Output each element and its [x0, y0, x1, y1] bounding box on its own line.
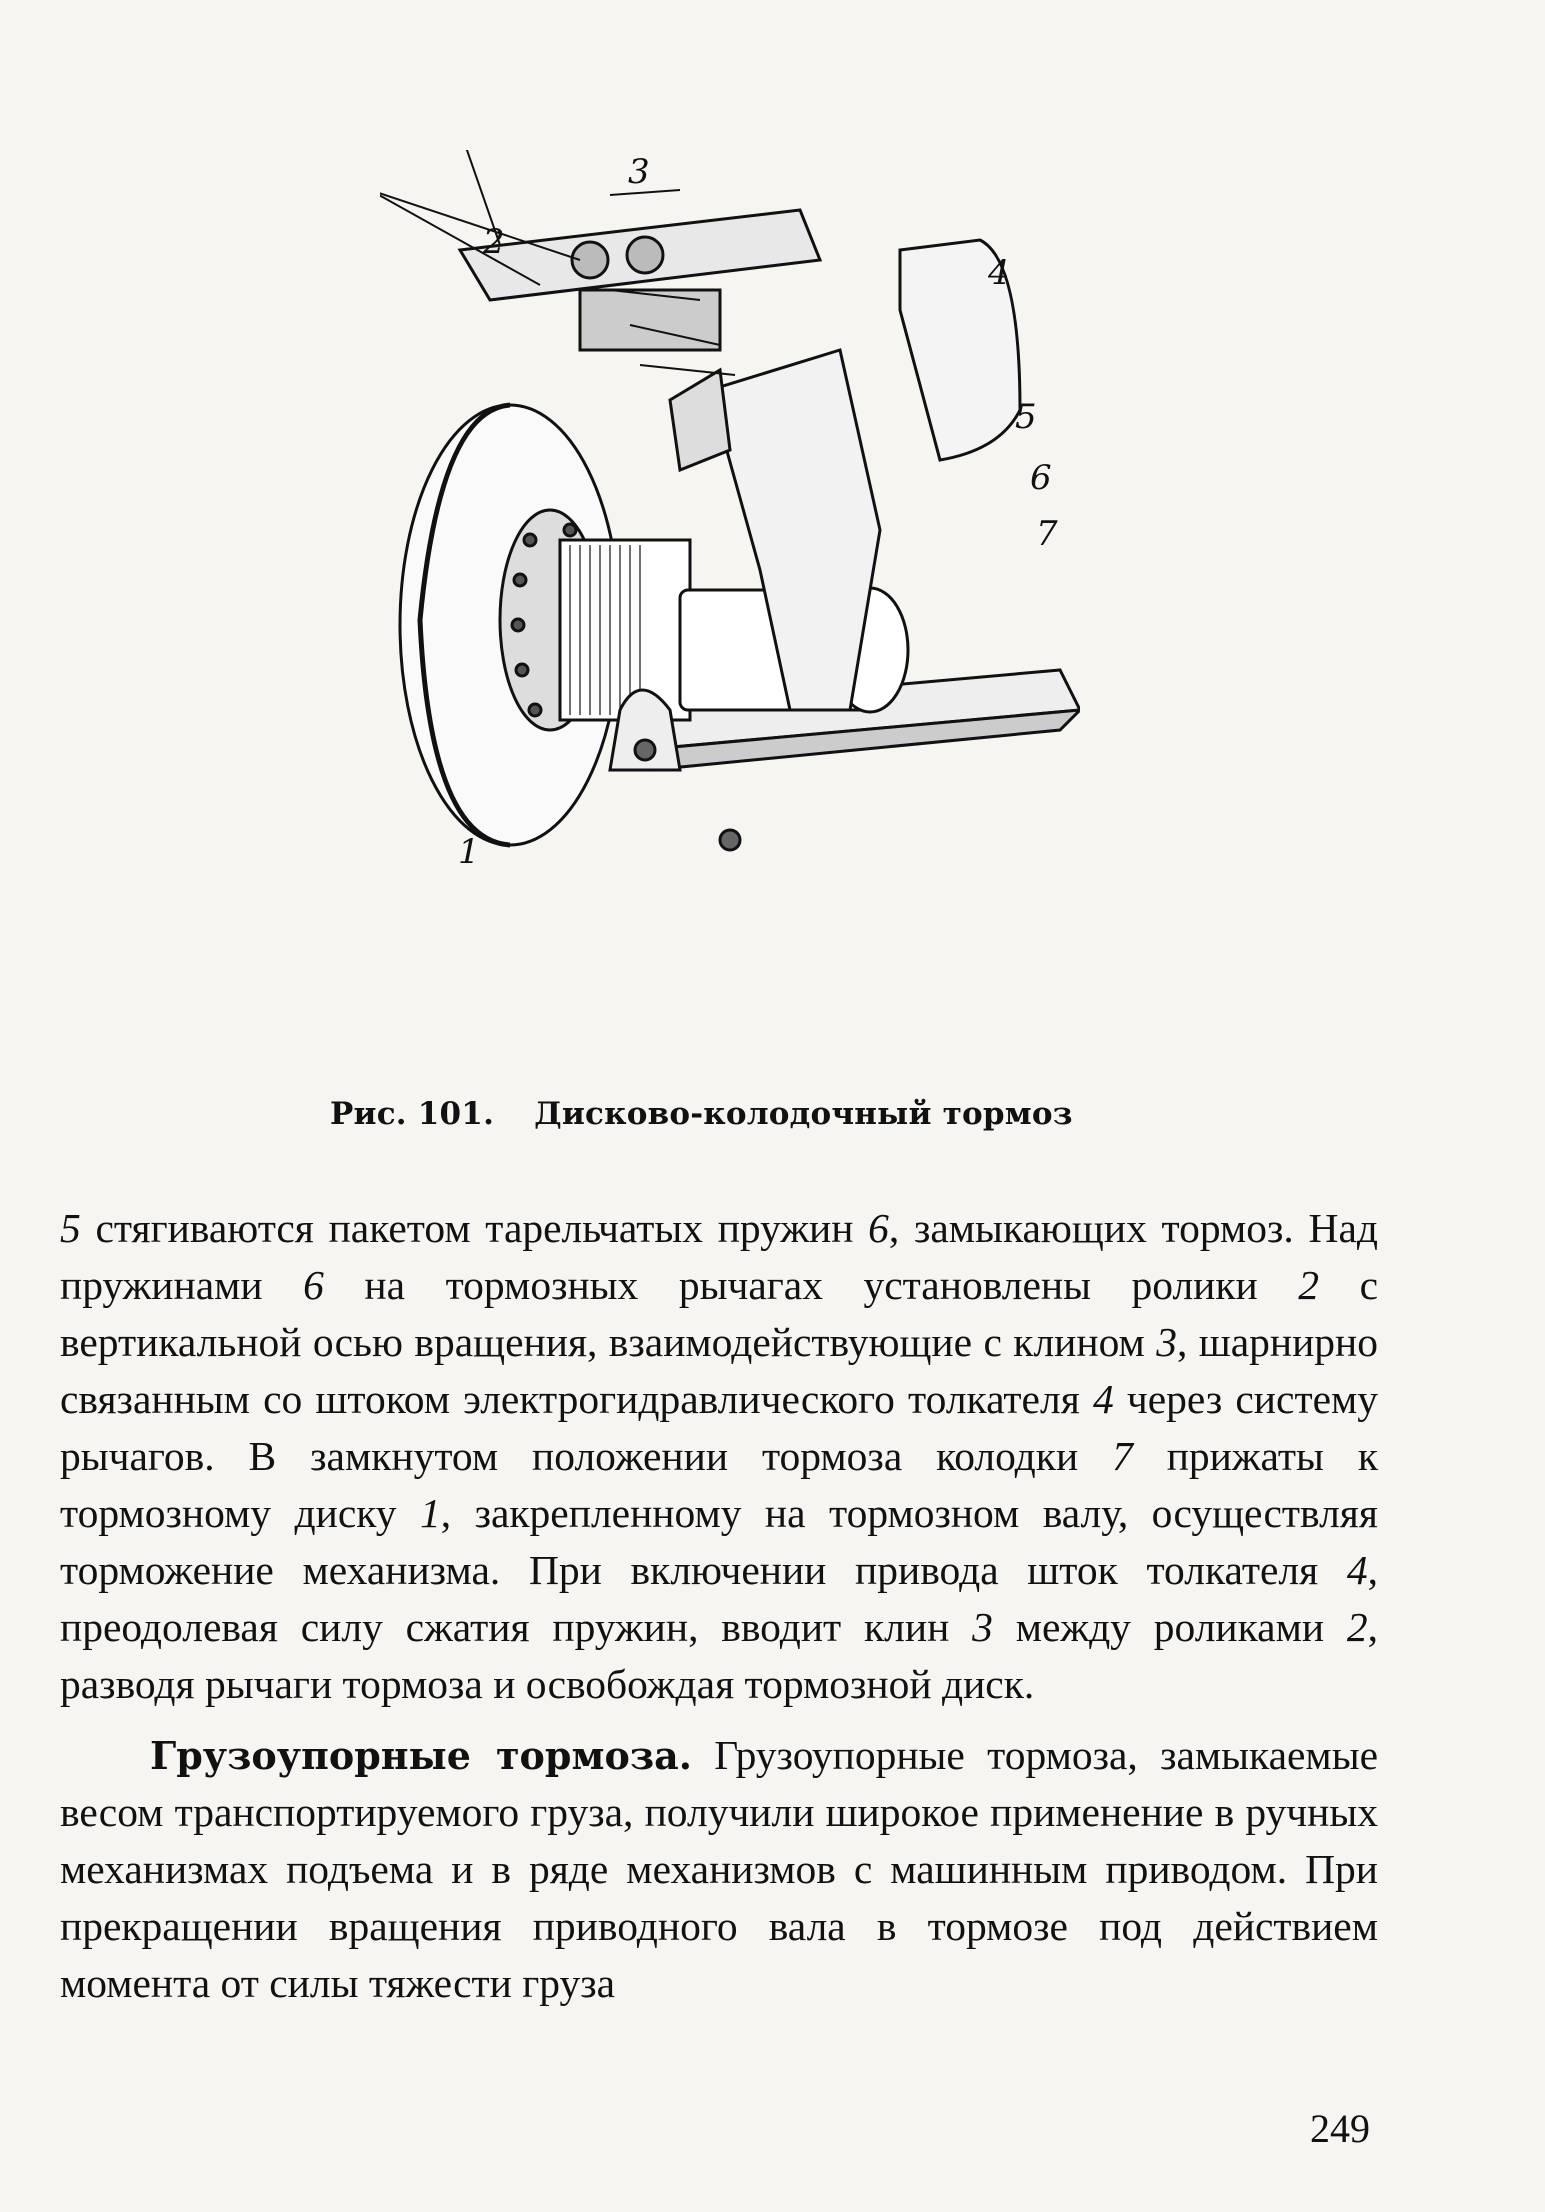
base-bolt: [720, 830, 740, 850]
callout-6: 6: [1030, 458, 1052, 498]
section-heading: Грузоупорные тормоза.: [150, 1733, 692, 1778]
callout-1: 1: [458, 832, 480, 872]
page-number: 249: [1310, 2106, 1370, 2151]
figure-caption: [330, 1096, 1230, 1132]
figure-number: Рис. 101.: [330, 1096, 495, 1132]
callout-5: 5: [1015, 397, 1037, 437]
brake-drawing: [380, 150, 1080, 1050]
body-text: [60, 1200, 1378, 2012]
figure-title: Дисково-колодочный тормоз: [534, 1096, 1073, 1132]
callout-3: 3: [628, 152, 650, 192]
paragraph-2: Грузоупорные тормоза. Грузоупорные тормоза, замыкаемые весом транспортируемого груза, получили широкое применение в ручных механизмах подъема и в ряде механизмов с машинным приводом. При прекращении вращения приводного вала в тормозе под действием момента от силы тяжести груза: [60, 1732, 1378, 2006]
bleed-through: [1100, 80, 1520, 1160]
callout-2: 2: [483, 222, 505, 262]
brake-shoe: [670, 370, 730, 470]
callout-7: 7: [1036, 514, 1058, 554]
brake-illustration: [380, 150, 1080, 1050]
paragraph-1: 5 стягиваются пакетом тарельчатых пружин 6, замыкающих тормоз. Над пружинами 6 на тормозных рычагах установлены ролики 2 с вертикальной осью вращения, взаимодействующие с клином 3, шарнирно связанным со штоком электрогидравлического толкателя 4 через систему рычагов. В замкнутом положении тормоза колодки 7 прижаты к тормозному диску 1, закрепленному на тормозном валу, осуществляя торможение механизма. При включении привода шток толкателя 4, преодолевая силу сжатия пружин, вводит клин 3 между роликами 2, разводя рычаги тормоза и освобождая тормозной диск.: [60, 1205, 1379, 1707]
callout-4: 4: [988, 253, 1010, 293]
foot-bolt: [635, 740, 655, 760]
